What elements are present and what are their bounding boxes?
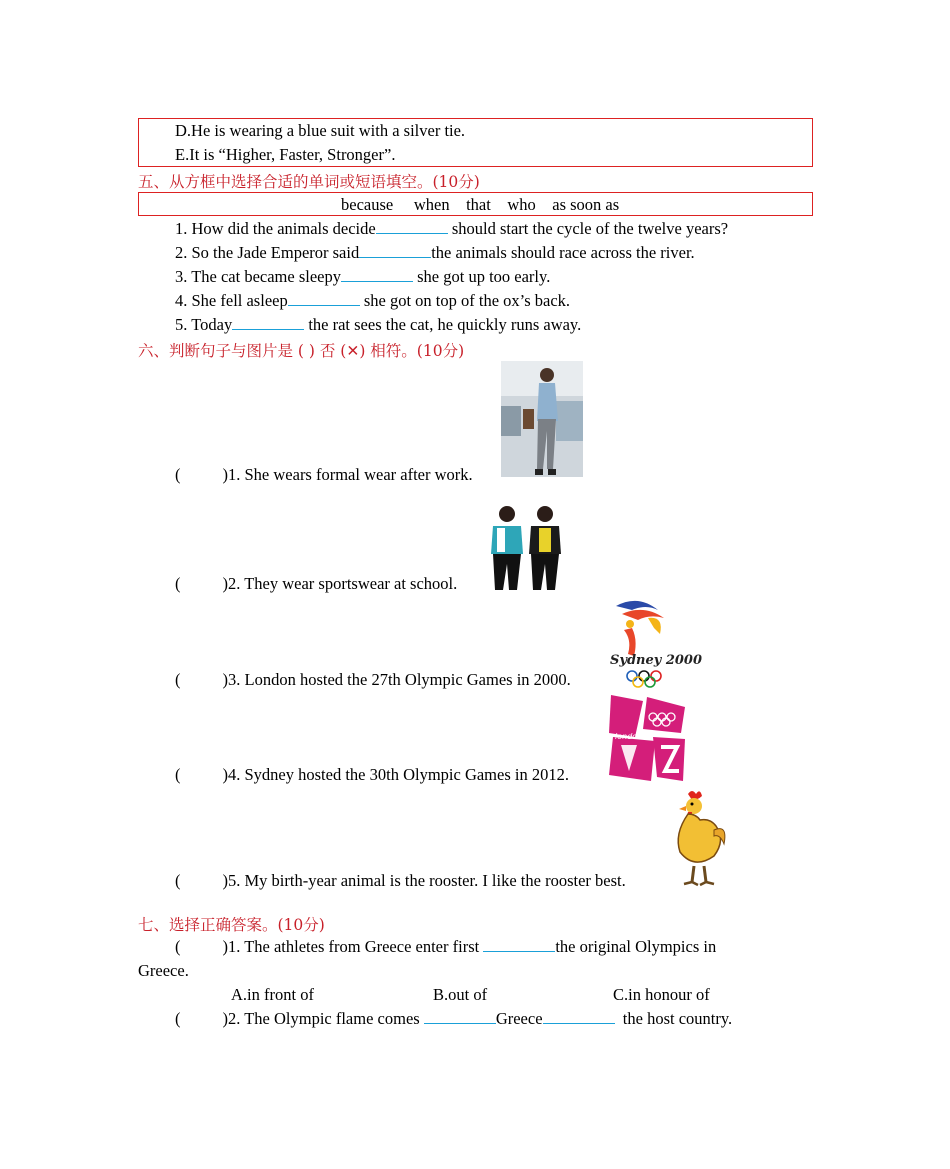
blank[interactable] xyxy=(543,1010,615,1024)
s6-item-1: ( )1. She wears formal wear after work. xyxy=(175,465,473,484)
s5-item-3: 3. The cat became sleepy she got up too early. xyxy=(175,267,551,286)
section7-title: 七、选择正确答案。(10分) xyxy=(138,916,325,934)
s7-q1-wrap: Greece. xyxy=(138,961,189,980)
s7-q1-option-b: B.out of xyxy=(433,985,488,1004)
s5-item-2: 2. So the Jade Emperor said the animals should race across the river. xyxy=(175,243,695,262)
word-who: who xyxy=(507,195,536,214)
s5-item-5: 5. Today the rat sees the cat, he quickly runs away. xyxy=(175,315,582,334)
london-logo-text: london xyxy=(615,732,643,741)
section5-title: 五、从方框中选择合适的单词或短语填空。(10分) xyxy=(138,173,480,191)
s7-q1-option-c: C.in honour of xyxy=(613,985,710,1004)
word-because: because xyxy=(341,195,394,214)
option-e: E.It is “Higher, Faster, Stronger”. xyxy=(175,145,396,164)
option-d: D.He is wearing a blue suit with a silver tie. xyxy=(175,121,466,140)
word-as-soon-as: as soon as xyxy=(552,195,620,214)
blank[interactable] xyxy=(424,1010,496,1024)
s5-item-1: 1. How did the animals decide should start the cycle of the twelve years? xyxy=(175,219,729,238)
section6-title: 六、判断句子与图片是 ( ) 否 (✕) 相符。(10分) xyxy=(138,342,465,360)
s7-q2: ( )2. The Olympic flame comes Greece the host country. xyxy=(175,1009,733,1028)
s6-item-5: ( )5. My birth-year animal is the rooster. I like the rooster best. xyxy=(175,871,626,890)
sydney-2000-logo xyxy=(608,598,703,688)
sportswear-photo xyxy=(483,502,569,591)
s5-item-4: 4. She fell asleep she got on top of the ox’s back. xyxy=(175,291,571,310)
blank[interactable] xyxy=(288,292,360,306)
s6-item-2: ( )2. They wear sportswear at school. xyxy=(175,574,458,593)
s7-q1: ( )1. The athletes from Greece enter first the original Olympics in xyxy=(175,937,717,956)
blank[interactable] xyxy=(341,268,413,282)
word-bank xyxy=(341,195,619,215)
rooster-image xyxy=(670,790,728,888)
airport-woman-photo xyxy=(501,361,583,477)
london-2012-logo xyxy=(607,693,687,783)
blank[interactable] xyxy=(483,938,555,952)
blank[interactable] xyxy=(359,244,431,258)
s6-item-4: ( )4. Sydney hosted the 30th Olympic Games in 2012. xyxy=(175,765,569,784)
blank[interactable] xyxy=(232,316,304,330)
blank[interactable] xyxy=(376,220,448,234)
s7-q1-option-a: A.in front of xyxy=(231,985,314,1004)
sydney-logo-text: Sydney 2000 xyxy=(610,653,703,668)
word-when: when xyxy=(413,195,450,214)
word-that: that xyxy=(466,195,491,214)
s6-item-3: ( )3. London hosted the 27th Olympic Games in 2000. xyxy=(175,670,571,689)
